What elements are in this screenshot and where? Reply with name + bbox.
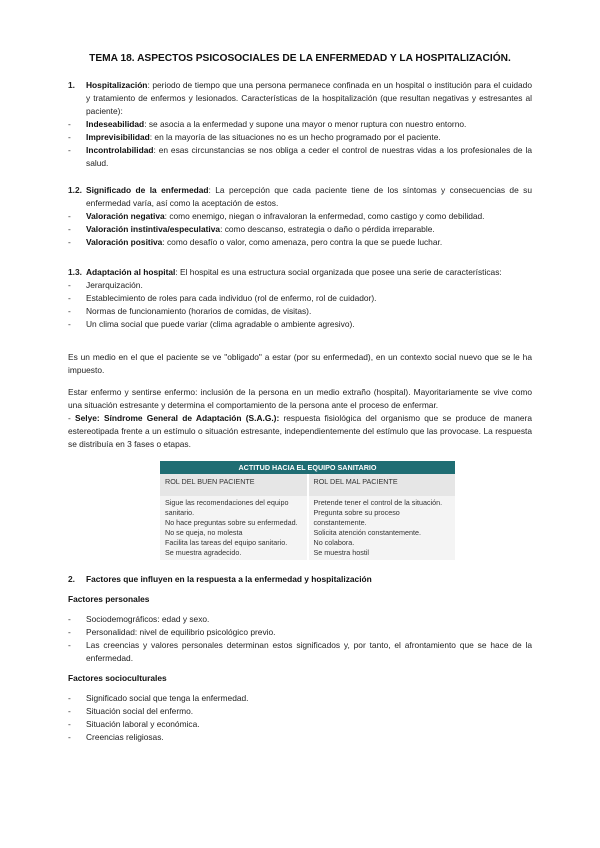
paragraph: Estar enfermo y sentirse enfermo: inclusión de la persona en un medio extraño (hospital). Mayoritariamente se vive como una situación estresante y determina el comportamiento de la persona ante el proceso de enfermar. xyxy=(68,387,532,410)
list-item: - Establecimiento de roles para cada individuo (rol de enfermo, rol de cuidador). xyxy=(68,293,377,303)
list-item: - Valoración instintiva/especulativa: como descanso, estrategia o daño o pérdida irreparable. xyxy=(68,224,435,234)
paragraph-selye: - Selye: Síndrome General de Adaptación (S.A.G.): respuesta fisiológica del organismo que se produce de manera estereotipada frente a un estímulo o situación estresante, independientemente del estímulo que las provocase. La respuesta se distribuía en 3 fases o etapas. xyxy=(68,413,532,449)
list-item: - Un clima social que puede variar (clima agradable o ambiente agresivo). xyxy=(68,319,355,329)
list-item: - Personalidad: nivel de equilibrio psicológico previo. xyxy=(68,627,276,637)
paragraph: Es un medio en el que el paciente se ve "obligado" a estar (por su enfermedad), en un contexto social nuevo que se le ha impuesto. xyxy=(68,352,532,375)
list-item: - Sociodemográficos: edad y sexo. xyxy=(68,614,210,624)
section-heading: Factores que influyen en la respuesta a la enfermedad y hospitalización xyxy=(86,574,372,584)
term: Hospitalización xyxy=(86,80,148,90)
table-cell: Pretende tener el control de la situación. Pregunta sobre su proceso constantemente. Solicita atención constantemente. No colabora. Se muestra hostil xyxy=(308,496,456,560)
section-factores: 2. Factores que influyen en la respuesta a la enfermedad y hospitalización Factores personales - Sociodemográficos: edad y sexo. - Personalidad: nivel de equilibrio psicológico previo. - Las creencias y valores personales determinan estos significados y, por tanto, el afrontamiento que se hace de la enfermedad. Factores socioculturales - Significado social que tenga la enfermedad. - Situación social del enfermo. - Situación laboral y económica. - Creencias religiosas. xyxy=(68,574,532,742)
table-header: ACTITUD HACIA EL EQUIPO SANITARIO xyxy=(160,461,455,474)
list-item: - Indeseabilidad: se asocia a la enfermedad y supone una mayor o menor ruptura con nuestro entorno. xyxy=(68,119,467,129)
list-item: - Situación social del enfermo. xyxy=(68,706,194,716)
list-item: - Imprevisibilidad: en la mayoría de las situaciones no es un hecho programado por el paciente. xyxy=(68,132,441,142)
subheading: Factores socioculturales xyxy=(68,673,167,683)
list-item: - Valoración negativa: como enemigo, niegan o infravaloran la enfermedad, como castigo y como debilidad. xyxy=(68,211,485,221)
section-number: 1. xyxy=(68,80,75,90)
subheading: Factores personales xyxy=(68,594,150,604)
list-item: - Significado social que tenga la enfermedad. xyxy=(68,693,249,703)
section-hospitalizacion xyxy=(68,79,532,170)
list-item: - Incontrolabilidad: en esas circunstancias se nos obliga a ceder el control de nuestras vidas a los profesionales de la salud. xyxy=(68,145,532,168)
section-significado: 1.2. Significado de la enfermedad: La percepción que cada paciente tiene de los síntomas y consecuencias de su enfermedad varía, así como la aceptación de estos. - Valoración negativa: como enemigo, niegan o infravaloran la enfermedad, como castigo y como debilidad. - Valoración instintiva/especulativa: como descanso, estrategia o daño o pérdida irreparable. - Valoración positiva: como desafío o valor, como amenaza, pero contra la que se puede luchar. xyxy=(68,185,532,247)
definition: : periodo de tiempo que una persona permanece confinada en un hospital o institución para el cuidado y tratamiento de enfermos y lesionados. Características de la hospitalización (que resultan negativas y estresantes al paciente): xyxy=(86,80,532,116)
section-adaptacion: 1.3. Adaptación al hospital: El hospital es una estructura social organizada que posee una serie de características: - Jerarquización. - Establecimiento de roles para cada individuo (rol de enfermo, rol de cuidador). - Normas de funcionamiento (horarios de comidas, de visitas). - Un clima social que puede variar (clima agradable o ambiente agresivo). xyxy=(68,266,532,331)
table-cell: Sigue las recomendaciones del equipo sanitario. No hace preguntas sobre su enfermedad. No se queja, no molesta Facilita las tareas del equipo sanitario. Se muestra agradecido. xyxy=(160,496,308,560)
list-item: - Situación laboral y económica. xyxy=(68,719,200,729)
attitude-table xyxy=(160,461,455,560)
list-item: - Jerarquización. xyxy=(68,280,143,290)
list-item: - Normas de funcionamiento (horarios de comidas, de visitas). xyxy=(68,306,312,316)
list-item: - Valoración positiva: como desafío o valor, como amenaza, pero contra la que se puede luchar. xyxy=(68,237,443,247)
list-item: - Creencias religiosas. xyxy=(68,732,164,742)
list-item: - Las creencias y valores personales determinan estos significados y, por tanto, el afrontamiento que se hace de la enfermedad. xyxy=(68,640,532,663)
column-header: ROL DEL MAL PACIENTE xyxy=(308,474,456,496)
column-header: ROL DEL BUEN PACIENTE xyxy=(160,474,308,496)
page-title: TEMA 18. ASPECTOS PSICOSOCIALES DE LA ENFERMEDAD Y LA HOSPITALIZACIÓN. xyxy=(89,53,511,64)
